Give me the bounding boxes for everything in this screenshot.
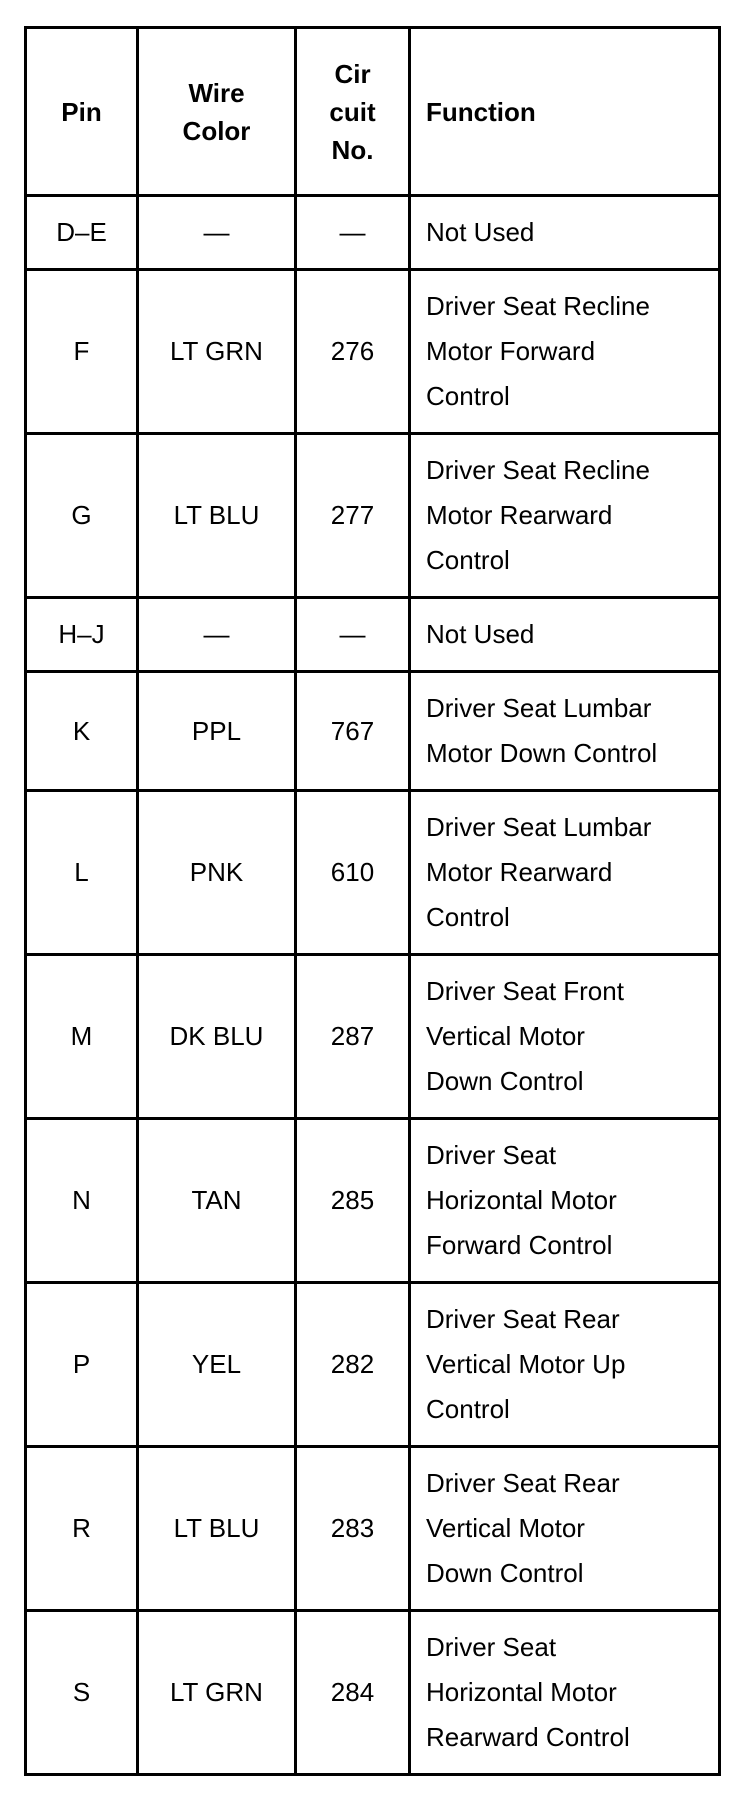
cell-pin: P [26,1283,138,1447]
table-row [26,434,720,598]
cell-pin: N [26,1119,138,1283]
cell-wire-color: LT GRN [138,270,296,434]
cell-wire-color: LT BLU [138,1447,296,1611]
cell-circuit-no: 282 [296,1283,410,1447]
cell-pin: M [26,955,138,1119]
cell-circuit-no: — [296,598,410,672]
table-row [26,1119,720,1283]
table-row [26,1283,720,1447]
cell-wire-color: PPL [138,672,296,791]
cell-circuit-no: 276 [296,270,410,434]
cell-function: Driver Seat Horizontal Motor Forward Control [410,1119,720,1283]
table-row [26,1447,720,1611]
cell-function: Driver Seat Recline Motor Rearward Control [410,434,720,598]
table-row [26,270,720,434]
cell-pin: S [26,1611,138,1775]
cell-pin: H–J [26,598,138,672]
cell-circuit-no: — [296,196,410,270]
cell-function: Not Used [410,598,720,672]
cell-wire-color: TAN [138,1119,296,1283]
cell-wire-color: — [138,598,296,672]
header-wire-color: Wire Color [138,28,296,196]
cell-wire-color: YEL [138,1283,296,1447]
cell-wire-color: — [138,196,296,270]
cell-circuit-no: 285 [296,1119,410,1283]
cell-circuit-no: 287 [296,955,410,1119]
cell-pin: G [26,434,138,598]
table-header-row [26,28,720,196]
cell-circuit-no: 284 [296,1611,410,1775]
cell-wire-color: PNK [138,791,296,955]
table-row [26,955,720,1119]
cell-circuit-no: 283 [296,1447,410,1611]
header-pin: Pin [26,28,138,196]
header-circuit-no: Cir cuit No. [296,28,410,196]
cell-function: Driver Seat Front Vertical Motor Down Control [410,955,720,1119]
cell-function: Driver Seat Horizontal Motor Rearward Control [410,1611,720,1775]
cell-function: Driver Seat Rear Vertical Motor Down Control [410,1447,720,1611]
cell-circuit-no: 277 [296,434,410,598]
cell-pin: F [26,270,138,434]
table-row [26,598,720,672]
cell-pin: L [26,791,138,955]
cell-pin: K [26,672,138,791]
table-row [26,196,720,270]
cell-circuit-no: 610 [296,791,410,955]
cell-function: Driver Seat Lumbar Motor Down Control [410,672,720,791]
cell-function: Not Used [410,196,720,270]
cell-wire-color: DK BLU [138,955,296,1119]
cell-function: Driver Seat Rear Vertical Motor Up Control [410,1283,720,1447]
cell-wire-color: LT BLU [138,434,296,598]
cell-circuit-no: 767 [296,672,410,791]
table-row [26,1611,720,1775]
connector-pinout-table [24,26,721,1776]
cell-pin: D–E [26,196,138,270]
table-row [26,672,720,791]
cell-wire-color: LT GRN [138,1611,296,1775]
table-row [26,791,720,955]
cell-function: Driver Seat Recline Motor Forward Control [410,270,720,434]
cell-pin: R [26,1447,138,1611]
cell-function: Driver Seat Lumbar Motor Rearward Control [410,791,720,955]
header-function: Function [410,28,720,196]
